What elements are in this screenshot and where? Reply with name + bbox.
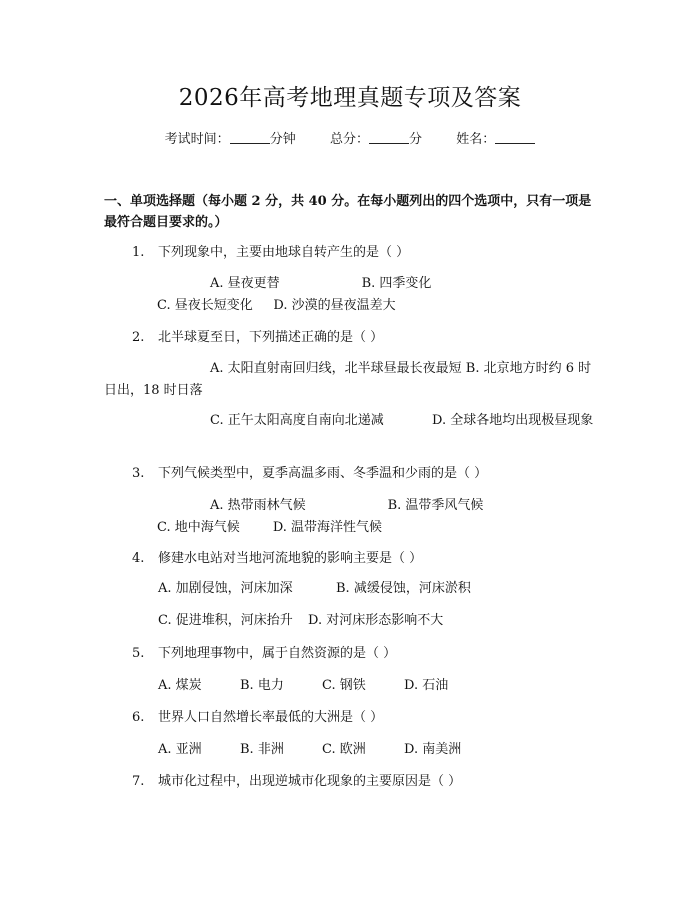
page-title: 2026年高考地理真题专项及答案 — [178, 85, 522, 111]
question-text: 下列气候类型中，夏季高温多雨、冬季温和少雨的是（ ） — [158, 466, 488, 481]
question-number: 2. — [132, 330, 145, 345]
question-text: 修建水电站对当地河流地貌的影响主要是（ ） — [158, 551, 423, 566]
question-text: 世界人口自然增长率最低的大洲是（ ） — [158, 710, 384, 725]
option-d: D. 南美洲 — [404, 742, 462, 757]
option-c: C. 地中海气候 — [157, 520, 240, 535]
option-b: B. 温带季风气候 — [387, 498, 484, 513]
option-a: A. 热带雨林气候 — [210, 498, 306, 513]
option-b: B. 减缓侵蚀，河床淤积 — [336, 581, 471, 596]
question-1-options — [104, 273, 600, 317]
option-d: D. 石油 — [404, 678, 449, 693]
score-unit: 分 — [409, 132, 423, 147]
time-unit: 分钟 — [269, 132, 296, 147]
question-number: 5. — [132, 646, 145, 661]
question-2 — [132, 329, 383, 347]
question-number: 7. — [132, 774, 145, 789]
option-d: D. 对河床形态影响不大 — [308, 613, 444, 628]
option-b: B. 电力 — [240, 678, 284, 693]
option-b: B. 北京地方时约 6 时日出，18 时日落 — [104, 361, 592, 398]
option-c: C. 欧洲 — [322, 742, 366, 757]
name-label: 姓名： — [456, 132, 496, 147]
question-5 — [132, 645, 396, 663]
exam-info-line — [0, 131, 700, 149]
question-number: 1. — [132, 245, 145, 260]
question-text: 下列地理事物中，属于自然资源的是（ ） — [158, 646, 397, 661]
option-a: A. 昼夜更替 — [210, 276, 280, 291]
question-text: 北半球夏至日，下列描述正确的是（ ） — [158, 330, 384, 345]
name-blank — [495, 131, 535, 144]
option-d: D. 沙漠的昼夜温差大 — [273, 298, 396, 313]
question-1 — [132, 244, 409, 262]
question-number: 3. — [132, 466, 145, 481]
question-7 — [132, 773, 461, 791]
option-d: D. 全球各地均出现极昼现象 — [432, 413, 594, 428]
question-text: 城市化过程中，出现逆城市化现象的主要原因是（ ） — [158, 774, 462, 789]
option-c: C. 正午太阳高度自南向北递减 — [210, 413, 384, 428]
question-4 — [132, 550, 422, 568]
option-c: C. 促进堆积，河床抬升 — [158, 613, 293, 628]
question-6 — [132, 709, 383, 727]
option-d: D. 温带海洋性气候 — [272, 520, 383, 535]
option-c: C. 钢铁 — [322, 678, 366, 693]
question-3 — [132, 465, 487, 483]
score-label: 总分： — [329, 132, 369, 147]
time-blank — [230, 131, 270, 144]
option-a: A. 加剧侵蚀，河床加深 — [158, 581, 293, 596]
question-text: 下列现象中，主要由地球自转产生的是（ ） — [158, 245, 410, 260]
option-b: B. 非洲 — [240, 742, 284, 757]
option-b: B. 四季变化 — [361, 276, 432, 291]
question-2-options-cd — [104, 410, 600, 432]
question-number: 6. — [132, 710, 145, 725]
option-a: A. 亚洲 — [158, 742, 202, 757]
option-a: A. 煤炭 — [158, 678, 202, 693]
time-label: 考试时间： — [164, 132, 230, 147]
question-2-options-ab — [104, 358, 600, 402]
option-a: A. 太阳直射南回归线，北半球昼最长夜最短 — [210, 361, 462, 376]
question-3-options — [104, 495, 600, 539]
option-c: C. 昼夜长短变化 — [157, 298, 253, 313]
section-heading: 一、单项选择题（每小题 2 分，共 40 分。在每小题列出的四个选项中，只有一项是最符合题目要求的。） — [104, 194, 592, 230]
score-blank — [369, 131, 409, 144]
question-number: 4. — [132, 551, 145, 566]
